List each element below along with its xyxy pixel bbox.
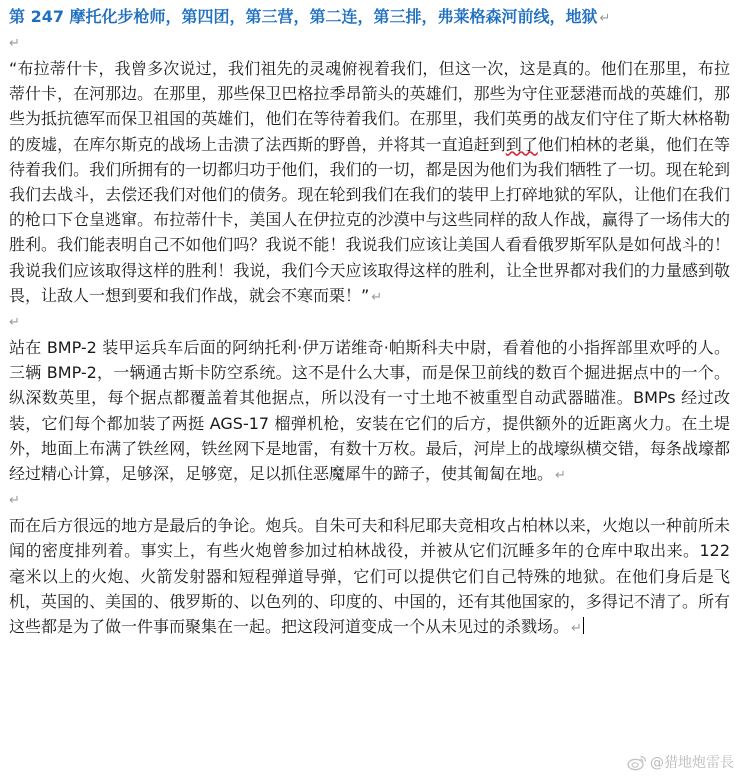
spellcheck-underlined-text: 到了	[505, 134, 538, 154]
empty-paragraph: ↵	[9, 493, 20, 509]
paragraph-mark: ↵	[555, 468, 566, 484]
paragraph-mark: ↵	[599, 11, 611, 26]
paragraph-speech	[9, 56, 730, 310]
paragraph-text: “布拉蒂什卡，我曾多次说过，我们祖先的灵魂俯视着我们，但这一次，这是真的。他们在那里，布拉蒂什卡，在河那边。在那里，那些保卫巴格拉季昂箭头的英雄们，那些为守住亚瑟港而战的英雄们，那些为抵抗德军而保卫祖国的英雄们，他们在等待着我们。在那里，我们英勇的战友们守住了斯大林格勒的废墟，在库尔斯克的战场上击溃了法西斯的野兽，并将其一直追赶到	[9, 59, 730, 154]
paragraph-mark: ↵	[371, 289, 383, 305]
paragraph-text: 站在 BMP-2 装甲运兵车后面的阿纳托利·伊万诺维奇·帕斯科夫中尉，看着他的小指挥部里欢呼的人。三辆 BMP-2，一辆通古斯卡防空系统。这不是什么大事，而是保卫前线的数百个掘进据点中的一个。纵深数英里，每个据点都覆盖着其他据点，所以没有一寸土地不被重型自动武器瞄准。BMPs 经过改装，它们每个都加装了两挺 AGS-17 榴弹机枪，安装在它们的后方，提供额外的近距离火力。在土堤外，地面上布满了铁丝网，铁丝网下是地雷，有数十万枚。最后，河岸上的战壕纵横交错，每条战壕都经过精心计算，足够深，足够宽，足以抓住恶魔犀牛的蹄子，使其匍匐在地。	[9, 338, 730, 484]
weibo-logo-icon	[627, 754, 647, 771]
title-text: 第 247 摩托化步枪师，第四团，第三营，第二连，第三排，弗莱格森河前线，地狱	[9, 7, 598, 26]
paragraph-artillery	[9, 513, 730, 641]
paragraph-text: 而在后方很远的地方是最后的争论。炮兵。自朱可夫和科尼耶夫竞相攻占柏林以来，火炮以一种前所未闻的密度排列着。事实上，有些火炮曾参加过柏林战役，并被从它们沉睡多年的仓库中取出来。122 毫米以上的火炮、火箭发射器和短程弹道导弹，它们可以提供它们自己特殊的地狱。在他们身后是飞机，英国的、美国的、俄罗斯的、以色列的、印度的、中国的，还有其他国家的，多得记不清了。所有这些都是为了做一件事而聚集在一起。把这段河道变成一个从未见过的杀戮场。	[9, 516, 730, 637]
empty-paragraph: ↵	[9, 315, 20, 331]
watermark-text: @猎地炮雷長	[650, 755, 734, 771]
paragraph-mark: ↵	[571, 621, 582, 637]
document-title	[9, 5, 730, 31]
paragraph-bmp	[9, 335, 730, 488]
watermark	[627, 752, 734, 772]
paragraph-text: 他们柏林的老巢，他们在等待着我们。我们所拥有的一切都归功于他们，我们的一切，都是因为他们为我们牺牲了一切。现在轮到我们去战斗，去偿还我们对他们的债务。现在轮到我们在我们的装甲上打碎地狱的军队，让他们在我们的枪口下仓皇逃窜。布拉蒂什卡，美国人在伊拉克的沙漠中与这些同样的敌人作战，赢得了一场伟大的胜利。我们能表明自己不如他们吗？我说不能！我说我们应该让美国人看看俄罗斯军队是如何战斗的！我说我们应该取得这样的胜利！我说，我们今天应该取得这样的胜利，让全世界都对我们的力量感到敬畏，让敌人一想到要和我们作战，就会不寒而栗！”	[9, 134, 730, 305]
text-cursor	[583, 617, 584, 634]
empty-paragraph: ↵	[9, 36, 20, 51]
